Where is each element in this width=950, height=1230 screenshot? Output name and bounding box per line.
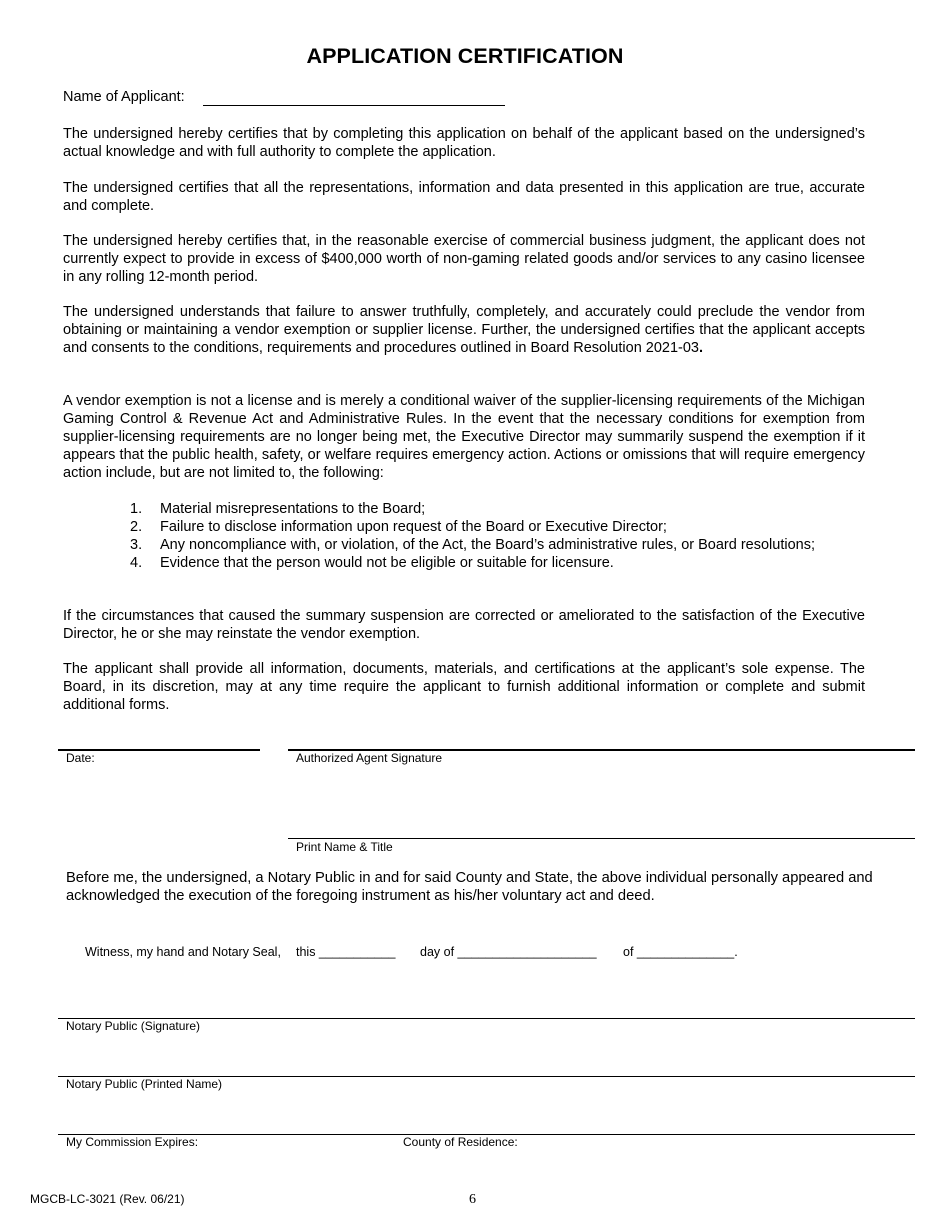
vendor-exemption-paragraph: A vendor exemption is not a license and is merely a conditional waiver of the supplier-licensing requirements of the Michigan Gaming Control & Revenue Act and Administrative Rules. In the event that the necessary conditions for exemption from supplier-licensing requirements are no longer being met, the Executive Director may summarily suspend the exemption if it appears that the public health, safety, or welfare requires emergency action. Actions or omissions that will require emergency action include, but are not limited to, the following: — [63, 393, 865, 481]
applicant-expense-paragraph: The applicant shall provide all information, documents, materials, and certifications at the applicant’s sole expense. The Board, in its discretion, may at any time require the applicant to furnish additional information or complete and submit additional forms. — [63, 661, 865, 713]
certification-paragraph-3: The undersigned hereby certifies that, in the reasonable exercise of commercial business judgment, the applicant does not currently expect to provide in excess of $400,000 worth of non-gaming related goods and/or services to any casino licensee in any rolling 12-month period. — [63, 233, 865, 285]
applicant-name-field[interactable] — [203, 105, 505, 106]
print-name-line[interactable] — [288, 838, 915, 839]
paragraph-4-period: . — [699, 340, 704, 356]
emergency-action-list — [130, 500, 830, 572]
witness-year-field[interactable]: of ______________. — [623, 945, 738, 959]
county-of-residence-label: County of Residence: — [403, 1135, 518, 1149]
list-item: 3. Any noncompliance with, or violation, of the Act, the Board’s administrative rules, or Board resolutions; — [130, 537, 815, 553]
page-number: 6 — [469, 1192, 476, 1207]
page-title: APPLICATION CERTIFICATION — [306, 44, 624, 68]
list-item: 4. Evidence that the person would not be eligible or suitable for licensure. — [130, 555, 614, 571]
date-label: Date: — [66, 751, 95, 765]
form-id: MGCB-LC-3021 (Rev. 06/21) — [30, 1192, 185, 1206]
notary-acknowledgment: Before me, the undersigned, a Notary Public in and for said County and State, the above individual personally appeared and acknowledged the execution of the foregoing instrument as his/her voluntary act and deed. — [66, 870, 873, 904]
list-item: 2. Failure to disclose information upon request of the Board or Executive Director; — [130, 519, 667, 535]
paragraph-4-text: The undersigned understands that failure to answer truthfully, completely, and accurately could preclude the vendor from obtaining or maintaining a vendor exemption or supplier license. Further, the undersigned certifies that the applicant accepts and consents to the conditions, requirements and procedures outlined in Board Resolution 2021-03 — [63, 304, 865, 356]
witness-this-field[interactable]: this ___________ — [296, 945, 396, 959]
reinstatement-paragraph: If the circumstances that caused the summary suspension are corrected or ameliorated to the satisfaction of the Executive Director, he or she may reinstate the vendor exemption. — [63, 608, 865, 642]
witness-day-field[interactable]: day of ____________________ — [420, 945, 597, 959]
agent-signature-label: Authorized Agent Signature — [296, 751, 443, 765]
applicant-name-label: Name of Applicant: — [63, 89, 185, 105]
notary-signature-label: Notary Public (Signature) — [66, 1019, 201, 1033]
certification-paragraph-4 — [63, 303, 865, 357]
notary-printed-name-label: Notary Public (Printed Name) — [66, 1077, 223, 1091]
certification-paragraph-2: The undersigned certifies that all the representations, information and data presented in this application are true, accurate and complete. — [63, 180, 865, 214]
print-name-label: Print Name & Title — [296, 840, 393, 854]
list-item: 1. Material misrepresentations to the Board; — [130, 501, 426, 517]
witness-lead: Witness, my hand and Notary Seal, — [85, 945, 281, 959]
certification-paragraph-1: The undersigned hereby certifies that by completing this application on behalf of the applicant based on the undersigned’s actual knowledge and with full authority to complete the application. — [63, 126, 865, 160]
commission-expires-label: My Commission Expires: — [66, 1135, 199, 1149]
